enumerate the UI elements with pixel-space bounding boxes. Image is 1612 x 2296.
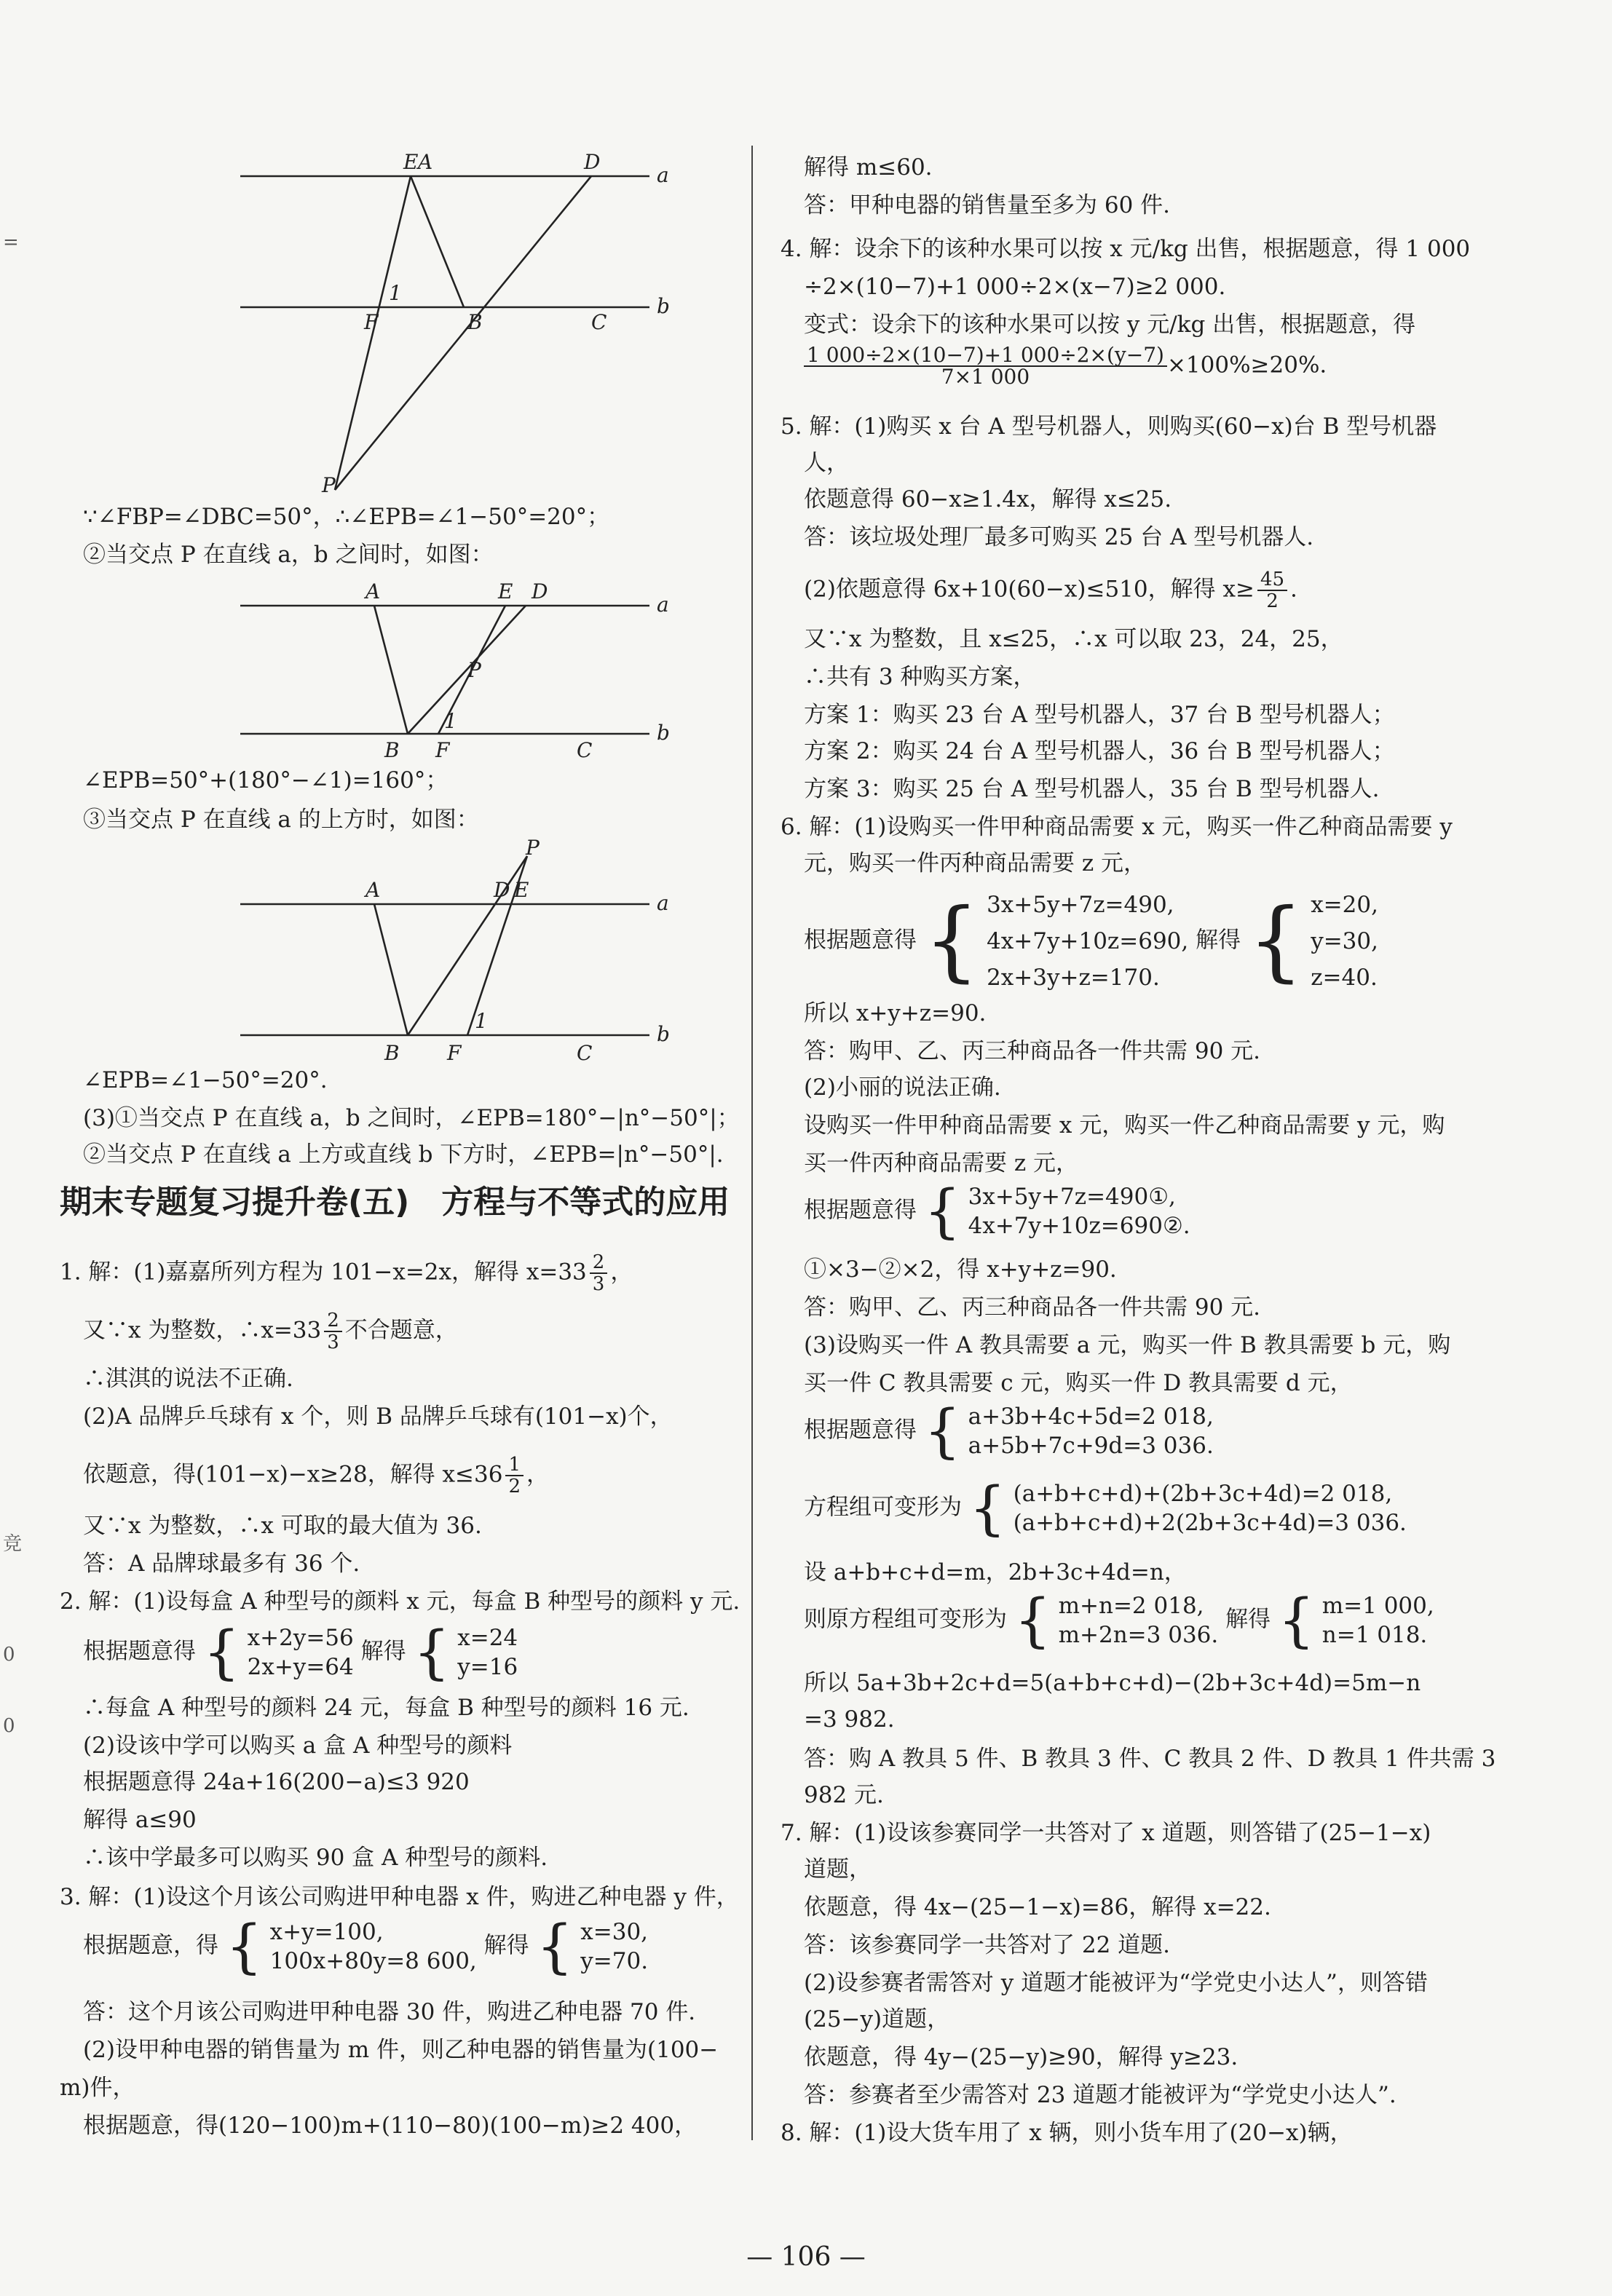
equation-system: 根据题意得 { x+2y=56 2x+y=64 解得 { x=24 y=16 [83, 1618, 518, 1686]
text-line: 又∵x 为整数，且 x≤25，∴x 可以取 23，24，25， [804, 626, 1343, 652]
text-line: 答：购 A 教具 5 件、B 教具 3 件、C 教具 2 件、D 教具 1 件共需 3 [804, 1746, 1496, 1772]
text-line: m)件， [60, 2075, 135, 2101]
text-line: 方案 1：购买 23 台 A 型号机器人，37 台 B 型号机器人； [804, 702, 1395, 728]
text-line: 答：该垃圾处理厂最多可购买 25 台 A 型号机器人. [804, 524, 1314, 550]
label-C: C [577, 1041, 593, 1065]
text-line: 所以 x+y+z=90. [804, 1000, 987, 1026]
column-divider [751, 146, 753, 2140]
text-line: 答：A 品牌球最多有 36 个. [83, 1551, 360, 1577]
fraction: $\frac{1}{2}$ [505, 1454, 523, 1497]
text-line: 根据题意得 24a+16(200−a)≤3 920 [83, 1769, 470, 1795]
label-E: E [514, 878, 529, 902]
label-F: F [364, 310, 379, 334]
text-line: 解得 a≤90 [83, 1807, 197, 1833]
geometry-figure-3 [220, 837, 686, 1070]
label-A: A [366, 579, 381, 603]
text-line: 又∵x 为整数，∴x 可取的最大值为 36. [83, 1513, 482, 1539]
label-C: C [577, 738, 593, 762]
text-line: $\frac{1 000\div 2\times(10-7)+1 000\div 2\times(y-7)}{7\times 1 000}$ ×100%≥20%. [804, 345, 1327, 387]
text-line: 设购买一件甲种商品需要 x 元，购买一件乙种商品需要 y 元，购 [804, 1112, 1445, 1139]
text-line: ∠EPB=50°+(180°−∠1)=160°； [83, 767, 449, 793]
text-line: (2)设该中学可以购买 a 盒 A 种型号的颜料 [83, 1733, 513, 1759]
text-line: (2)设参赛者需答对 y 道题才能被评为“学党史小达人”，则答错 [804, 1970, 1428, 1996]
equation-system: 根据题意，得 { x+y=100, 100x+80y=8 600, 解得 { x=30, y=70. [83, 1912, 649, 1980]
question-4-line: 4. 解：设余下的该种水果可以按 x 元/kg 出售，根据题意，得 1 000 [781, 236, 1471, 262]
text-line: 方案 2：购买 24 台 A 型号机器人，36 台 B 型号机器人； [804, 738, 1395, 764]
text-line: (3)①当交点 P 在直线 a，b 之间时，∠EPB=180°−|n°−50°|； [83, 1105, 740, 1131]
label-D: D [532, 579, 548, 603]
label-a: a [657, 163, 669, 187]
text-line: ∴每盒 A 种型号的颜料 24 元，每盒 B 种型号的颜料 16 元. [83, 1695, 690, 1721]
label-F: F [435, 738, 450, 762]
text-line: (2)A 品牌乒乓球有 x 个，则 B 品牌乒乓球有(101−x)个， [83, 1404, 673, 1430]
text-line: =3 982. [804, 1706, 895, 1733]
label-B: B [384, 738, 400, 762]
label-B: B [467, 310, 483, 334]
label-a: a [657, 593, 669, 617]
edge-mark: 竞 [3, 1533, 23, 1555]
equation-system: 根据题意得 { 3x+5y+7z=490, 4x+7y+10z=690, 2x+3y+z=170. 解得 { x=20, y=30, z=40. [804, 890, 1378, 991]
fraction: $\frac{2}{3}$ [324, 1310, 342, 1353]
text-line: 又∵x 为整数，∴x=33 $\frac{2}{3}$ 不合题意， [83, 1310, 458, 1353]
label-b: b [657, 721, 670, 745]
text-line: 依题意，得 4y−(25−y)≥90，解得 y≥23. [804, 2044, 1238, 2070]
label-P: P [322, 473, 336, 497]
label-P: P [526, 837, 540, 860]
geometry-figure-1 [220, 146, 686, 510]
text-line: 买一件 C 教具需要 c 元，购买一件 D 教具需要 d 元， [804, 1370, 1353, 1396]
text-line: 人， [804, 450, 849, 476]
section-title: 期末专题复习提升卷(五) 方程与不等式的应用 [60, 1184, 730, 1221]
label-1: 1 [389, 281, 402, 305]
equation-system: 方程组可变形为 { (a+b+c+d)+(2b+3c+4d)=2 018, (a+b+c+d)+2(2b+3c+4d)=3 036. [804, 1474, 1407, 1542]
edge-mark: 0 [3, 1715, 15, 1737]
equation-system: 则原方程组可变形为 { m+n=2 018, m+2n=3 036. 解得 { m=1 000, n=1 018. [804, 1586, 1434, 1654]
text-line: 元，购买一件丙种商品需要 z 元， [804, 850, 1147, 876]
question-2-line: 2. 解：(1)设每盒 A 种型号的颜料 x 元，每盒 B 种型号的颜料 y 元. [60, 1588, 740, 1615]
question-5-line: 5. 解：(1)购买 x 台 A 型号机器人，则购买(60−x)台 B 型号机器 [781, 413, 1437, 440]
text-line: 设 a+b+c+d=m，2b+3c+4d=n， [804, 1559, 1187, 1586]
label-1: 1 [444, 709, 457, 733]
text-line: (25−y)道题， [804, 2006, 950, 2032]
text-line: (2)依题意得 6x+10(60−x)≤510，解得 x≥ $\frac{45}{2}$ . [804, 569, 1297, 612]
text-line: 答：购甲、乙、丙三种商品各一件共需 90 元. [804, 1294, 1261, 1321]
label-C: C [591, 310, 607, 334]
equation-system: 根据题意得 { a+3b+4c+5d=2 018, a+5b+7c+9d=3 036. [804, 1397, 1214, 1465]
text-line: 依题意得 60−x≥1.4x，解得 x≤25. [804, 486, 1172, 512]
label-D: D [584, 150, 601, 174]
fraction: $\frac{2}{3}$ [590, 1252, 608, 1294]
question-8-line: 8. 解：(1)设大货车用了 x 辆，则小货车用了(20−x)辆， [781, 2120, 1353, 2146]
text-line: 道题， [804, 1856, 872, 1883]
text-line: 方案 3：购买 25 台 A 型号机器人，35 台 B 型号机器人. [804, 776, 1380, 802]
label-B: B [384, 1041, 400, 1065]
label-b: b [657, 1022, 670, 1046]
text-line: (2)小丽的说法正确. [804, 1074, 1001, 1101]
text-line: 根据题意，得(120−100)m+(110−80)(100−m)≥2 400， [83, 2113, 698, 2139]
page-number: — 106 — [746, 2242, 866, 2272]
text-line: ∴共有 3 种购买方案， [804, 664, 1036, 690]
text-line: ②当交点 P 在直线 a，b 之间时，如图： [83, 542, 494, 568]
geometry-figure-2 [220, 575, 686, 764]
text-line: ÷2×(10−7)+1 000÷2×(x−7)≥2 000. [804, 274, 1226, 300]
text-line: 答：参赛者至少需答对 23 道题才能被评为“学党史小达人”. [804, 2082, 1396, 2108]
text-line: 答：这个月该公司购进甲种电器 30 件，购进乙种电器 70 件. [83, 1999, 696, 2025]
text-line: ③当交点 P 在直线 a 的上方时，如图： [83, 807, 479, 833]
text-line: ∠EPB=∠1−50°=20°. [83, 1067, 328, 1093]
question-3-line: 3. 解：(1)设这个月该公司购进甲种电器 x 件，购进乙种电器 y 件， [60, 1884, 739, 1910]
text-line: 答：甲种电器的销售量至多为 60 件. [804, 192, 1171, 218]
text-line: 变式：设余下的该种水果可以按 y 元/kg 出售，根据题意，得 [804, 312, 1416, 338]
text-line: 解得 m≤60. [804, 154, 933, 181]
equation-system: 根据题意得 { 3x+5y+7z=490①, 4x+7y+10z=690②. [804, 1177, 1190, 1245]
text-line: ∴淇淇的说法不正确. [83, 1366, 293, 1392]
label-E: E [498, 579, 513, 603]
text-line: 买一件丙种商品需要 z 元， [804, 1150, 1079, 1176]
text-line: 依题意，得 4x−(25−1−x)=86，解得 x=22. [804, 1894, 1271, 1920]
label-b: b [657, 294, 670, 318]
label-D: D [494, 878, 510, 902]
text-line: ②当交点 P 在直线 a 上方或直线 b 下方时，∠EPB=|n°−50°|. [83, 1141, 724, 1168]
text-line: ∵∠FBP=∠DBC=50°，∴∠EPB=∠1−50°=20°； [83, 504, 610, 530]
label-A: A [366, 878, 381, 902]
text-line: 982 元. [804, 1782, 884, 1808]
question-6-line: 6. 解：(1)设购买一件甲种商品需要 x 元，购买一件乙种商品需要 y [781, 814, 1453, 840]
edge-mark: = [3, 231, 19, 253]
text-line: 所以 5a+3b+2c+d=5(a+b+c+d)−(2b+3c+4d)=5m−n [804, 1670, 1421, 1696]
label-F: F [447, 1041, 462, 1065]
fraction: $\frac{45}{2}$ [1257, 569, 1287, 611]
label-P: P [467, 658, 481, 682]
text-line: 答：购甲、乙、丙三种商品各一件共需 90 元. [804, 1038, 1261, 1064]
question-1-line: 1. 解：(1)嘉嘉所列方程为 101−x=2x，解得 x=33 $\frac{2}{3}$ ， [60, 1251, 633, 1295]
text-line: (2)设甲种电器的销售量为 m 件，则乙种电器的销售量为(100− [83, 2037, 719, 2063]
label-E: E [403, 150, 419, 174]
label-1: 1 [475, 1009, 488, 1033]
edge-mark: 0 [3, 1644, 15, 1666]
text-line: 答：该参赛同学一共答对了 22 道题. [804, 1932, 1171, 1958]
label-a: a [657, 891, 669, 915]
text-line: ①×3−②×2，得 x+y+z=90. [804, 1256, 1117, 1283]
label-A: A [418, 150, 433, 174]
text-line: (3)设购买一件 A 教具需要 a 元，购买一件 B 教具需要 b 元，购 [804, 1332, 1451, 1358]
text-line: ∴该中学最多可以购买 90 盒 A 种型号的颜料. [83, 1845, 548, 1871]
question-7-line: 7. 解：(1)设该参赛同学一共答对了 x 道题，则答错了(25−1−x) [781, 1820, 1431, 1846]
text-line: 依题意，得(101−x)−x≥28，解得 x≤36 $\frac{1}{2}$ ， [83, 1454, 549, 1497]
